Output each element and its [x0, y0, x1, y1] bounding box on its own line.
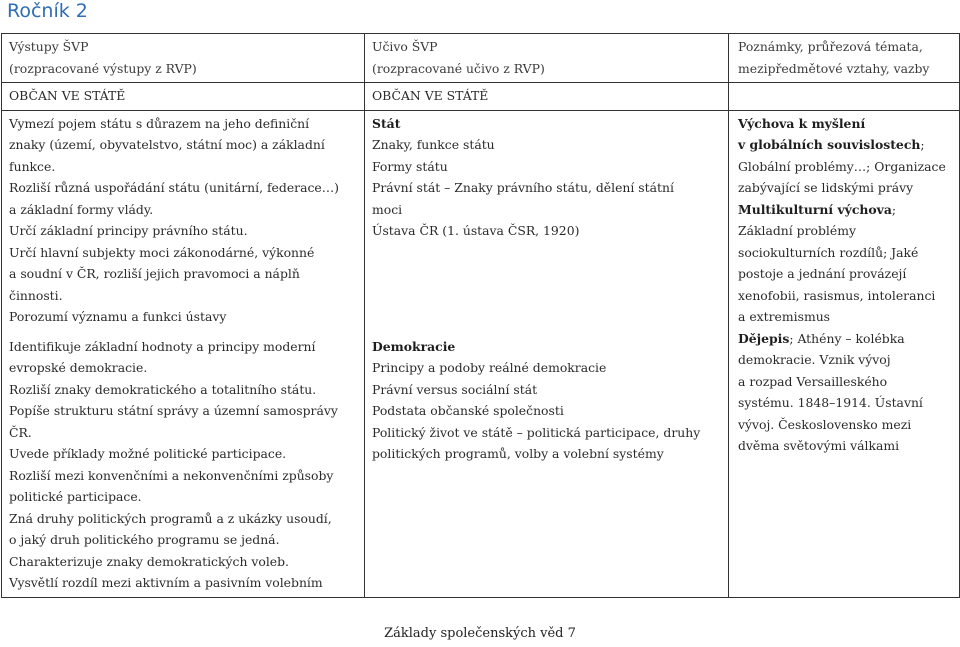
- section-label-notes: [729, 83, 960, 111]
- header-notes-title: Poznámky, průřezová témata,: [738, 39, 923, 54]
- block-gap: [9, 328, 358, 336]
- notes-text: Globální problémy…; Organizace: [738, 158, 946, 174]
- header-curriculum-title: Učivo ŠVP: [372, 39, 438, 54]
- notes-text: sociokulturních rozdílů; Jaké: [738, 244, 919, 260]
- notes-text: vývoj. Československo mezi: [738, 416, 912, 432]
- curriculum-line: Znaky, funkce státu: [372, 137, 495, 152]
- output-line: Určí základní principy právního státu.: [9, 223, 248, 238]
- notes-text: ;: [891, 201, 897, 217]
- section-label-curriculum: OBČAN VE STÁTĚ: [365, 83, 729, 111]
- page-footer: Základy společenských věd 7: [384, 626, 576, 641]
- output-line: Rozliší mezi konvenčními a nekonvenčními způsoby: [9, 467, 334, 483]
- section-label-outputs: OBČAN VE STÁTĚ: [2, 83, 365, 111]
- header-outputs-title: Výstupy ŠVP: [9, 39, 89, 54]
- output-line: Rozliší znaky demokratického a totalitního státu.: [9, 381, 317, 397]
- notes-topic-global-thinking-cont: v globálních souvislostech: [738, 137, 921, 152]
- notes-text: dvěma světovými válkami: [738, 438, 900, 453]
- output-line: funkce.: [9, 158, 56, 174]
- page-title: Ročník 2: [7, 0, 88, 22]
- notes-topic-history: Dějepis: [738, 330, 790, 346]
- output-line: evropské demokracie.: [9, 360, 148, 375]
- notes-text: systému. 1848–1914. Ústavní: [738, 395, 923, 410]
- output-line: politické participace.: [9, 489, 142, 504]
- curriculum-line: Politický život ve státě – politická participace, druhy: [372, 424, 701, 440]
- notes-text: xenofobii, rasismus, intoleranci: [738, 287, 936, 303]
- output-line: Vysvětlí rozdíl mezi aktivním a pasivním volebním: [9, 575, 323, 590]
- notes-text: Základní problémy: [738, 223, 856, 238]
- curriculum-line: Právní versus sociální stát: [372, 381, 538, 397]
- block-gap: [372, 328, 722, 336]
- output-line: Rozliší různá uspořádání státu (unitární, federace…): [9, 180, 339, 195]
- header-outputs: [2, 34, 365, 83]
- curriculum-block-state: [372, 113, 722, 328]
- output-line: znaky (území, obyvatelstvo, státní moc) a základní: [9, 137, 325, 152]
- curriculum-line: Principy a podoby reálné demokracie: [372, 360, 607, 375]
- outputs-cell: [2, 110, 365, 597]
- output-line: Vymezí pojem státu s důrazem na jeho definiční: [9, 115, 310, 131]
- output-line: a základní formy vlády.: [9, 201, 154, 217]
- output-line: Určí hlavní subjekty moci zákonodárné, výkonné: [9, 244, 315, 260]
- notes-text: a rozpad Versailleského: [738, 373, 888, 389]
- notes-text: zabývající se lidskými právy: [738, 180, 914, 195]
- notes-topic-global-thinking: Výchova k myšlení: [738, 115, 866, 131]
- output-line: Zná druhy politických programů a z ukázky usoudí,: [9, 510, 332, 526]
- output-line: a soudní v ČR, rozliší jejich pravomoci a náplň: [9, 266, 300, 281]
- notes-text: ;: [920, 137, 925, 152]
- header-curriculum: [365, 34, 729, 83]
- table-header-row: [2, 34, 960, 83]
- notes-text: postoje a jednání provázejí: [738, 266, 907, 281]
- curriculum-line: Podstata občanské společnosti: [372, 403, 564, 418]
- curriculum-table: [1, 33, 960, 598]
- output-line: o jaký druh politického programu se jedná.: [9, 532, 280, 547]
- output-line: ČR.: [9, 424, 32, 440]
- output-line: Porozumí významu a funkci ústavy: [9, 309, 227, 324]
- notes-topic-multicultural: Multikulturní výchova: [738, 201, 892, 217]
- content-row: [2, 110, 960, 597]
- curriculum-heading-state: Stát: [372, 115, 401, 131]
- header-notes: [729, 34, 960, 83]
- outputs-block-democracy: [9, 336, 358, 594]
- header-notes-subtitle: mezipředmětové vztahy, vazby: [738, 60, 930, 76]
- header-curriculum-subtitle: (rozpracované učivo z RVP): [372, 60, 545, 76]
- curriculum-line: Formy státu: [372, 158, 448, 174]
- curriculum-line: Ústava ČR (1. ústava ČSR, 1920): [372, 223, 580, 238]
- output-line: Popíše strukturu státní správy a územní samosprávy: [9, 403, 338, 418]
- curriculum-cell: [365, 110, 729, 597]
- curriculum-heading-democracy: Demokracie: [372, 338, 456, 354]
- outputs-block-state: [9, 113, 358, 328]
- curriculum-block-democracy: [372, 336, 722, 465]
- notes-text: demokracie. Vznik vývoj: [738, 352, 891, 367]
- header-outputs-subtitle: (rozpracované výstupy z RVP): [9, 60, 197, 76]
- output-line: Uvede příklady možné politické participace.: [9, 446, 287, 461]
- curriculum-line: politických programů, volby a volební systémy: [372, 446, 664, 461]
- output-line: Charakterizuje znaky demokratických voleb.: [9, 553, 289, 569]
- output-line: činnosti.: [9, 287, 63, 303]
- output-line: Identifikuje základní hodnoty a principy moderní: [9, 338, 316, 354]
- notes-cell: [729, 110, 960, 597]
- curriculum-line: moci: [372, 201, 403, 217]
- curriculum-line: Právní stát – Znaky právního státu, dělení státní: [372, 180, 674, 195]
- notes-text: a extremismus: [738, 309, 831, 324]
- notes-text: ; Athény – kolébka: [789, 330, 905, 346]
- section-row: [2, 83, 960, 111]
